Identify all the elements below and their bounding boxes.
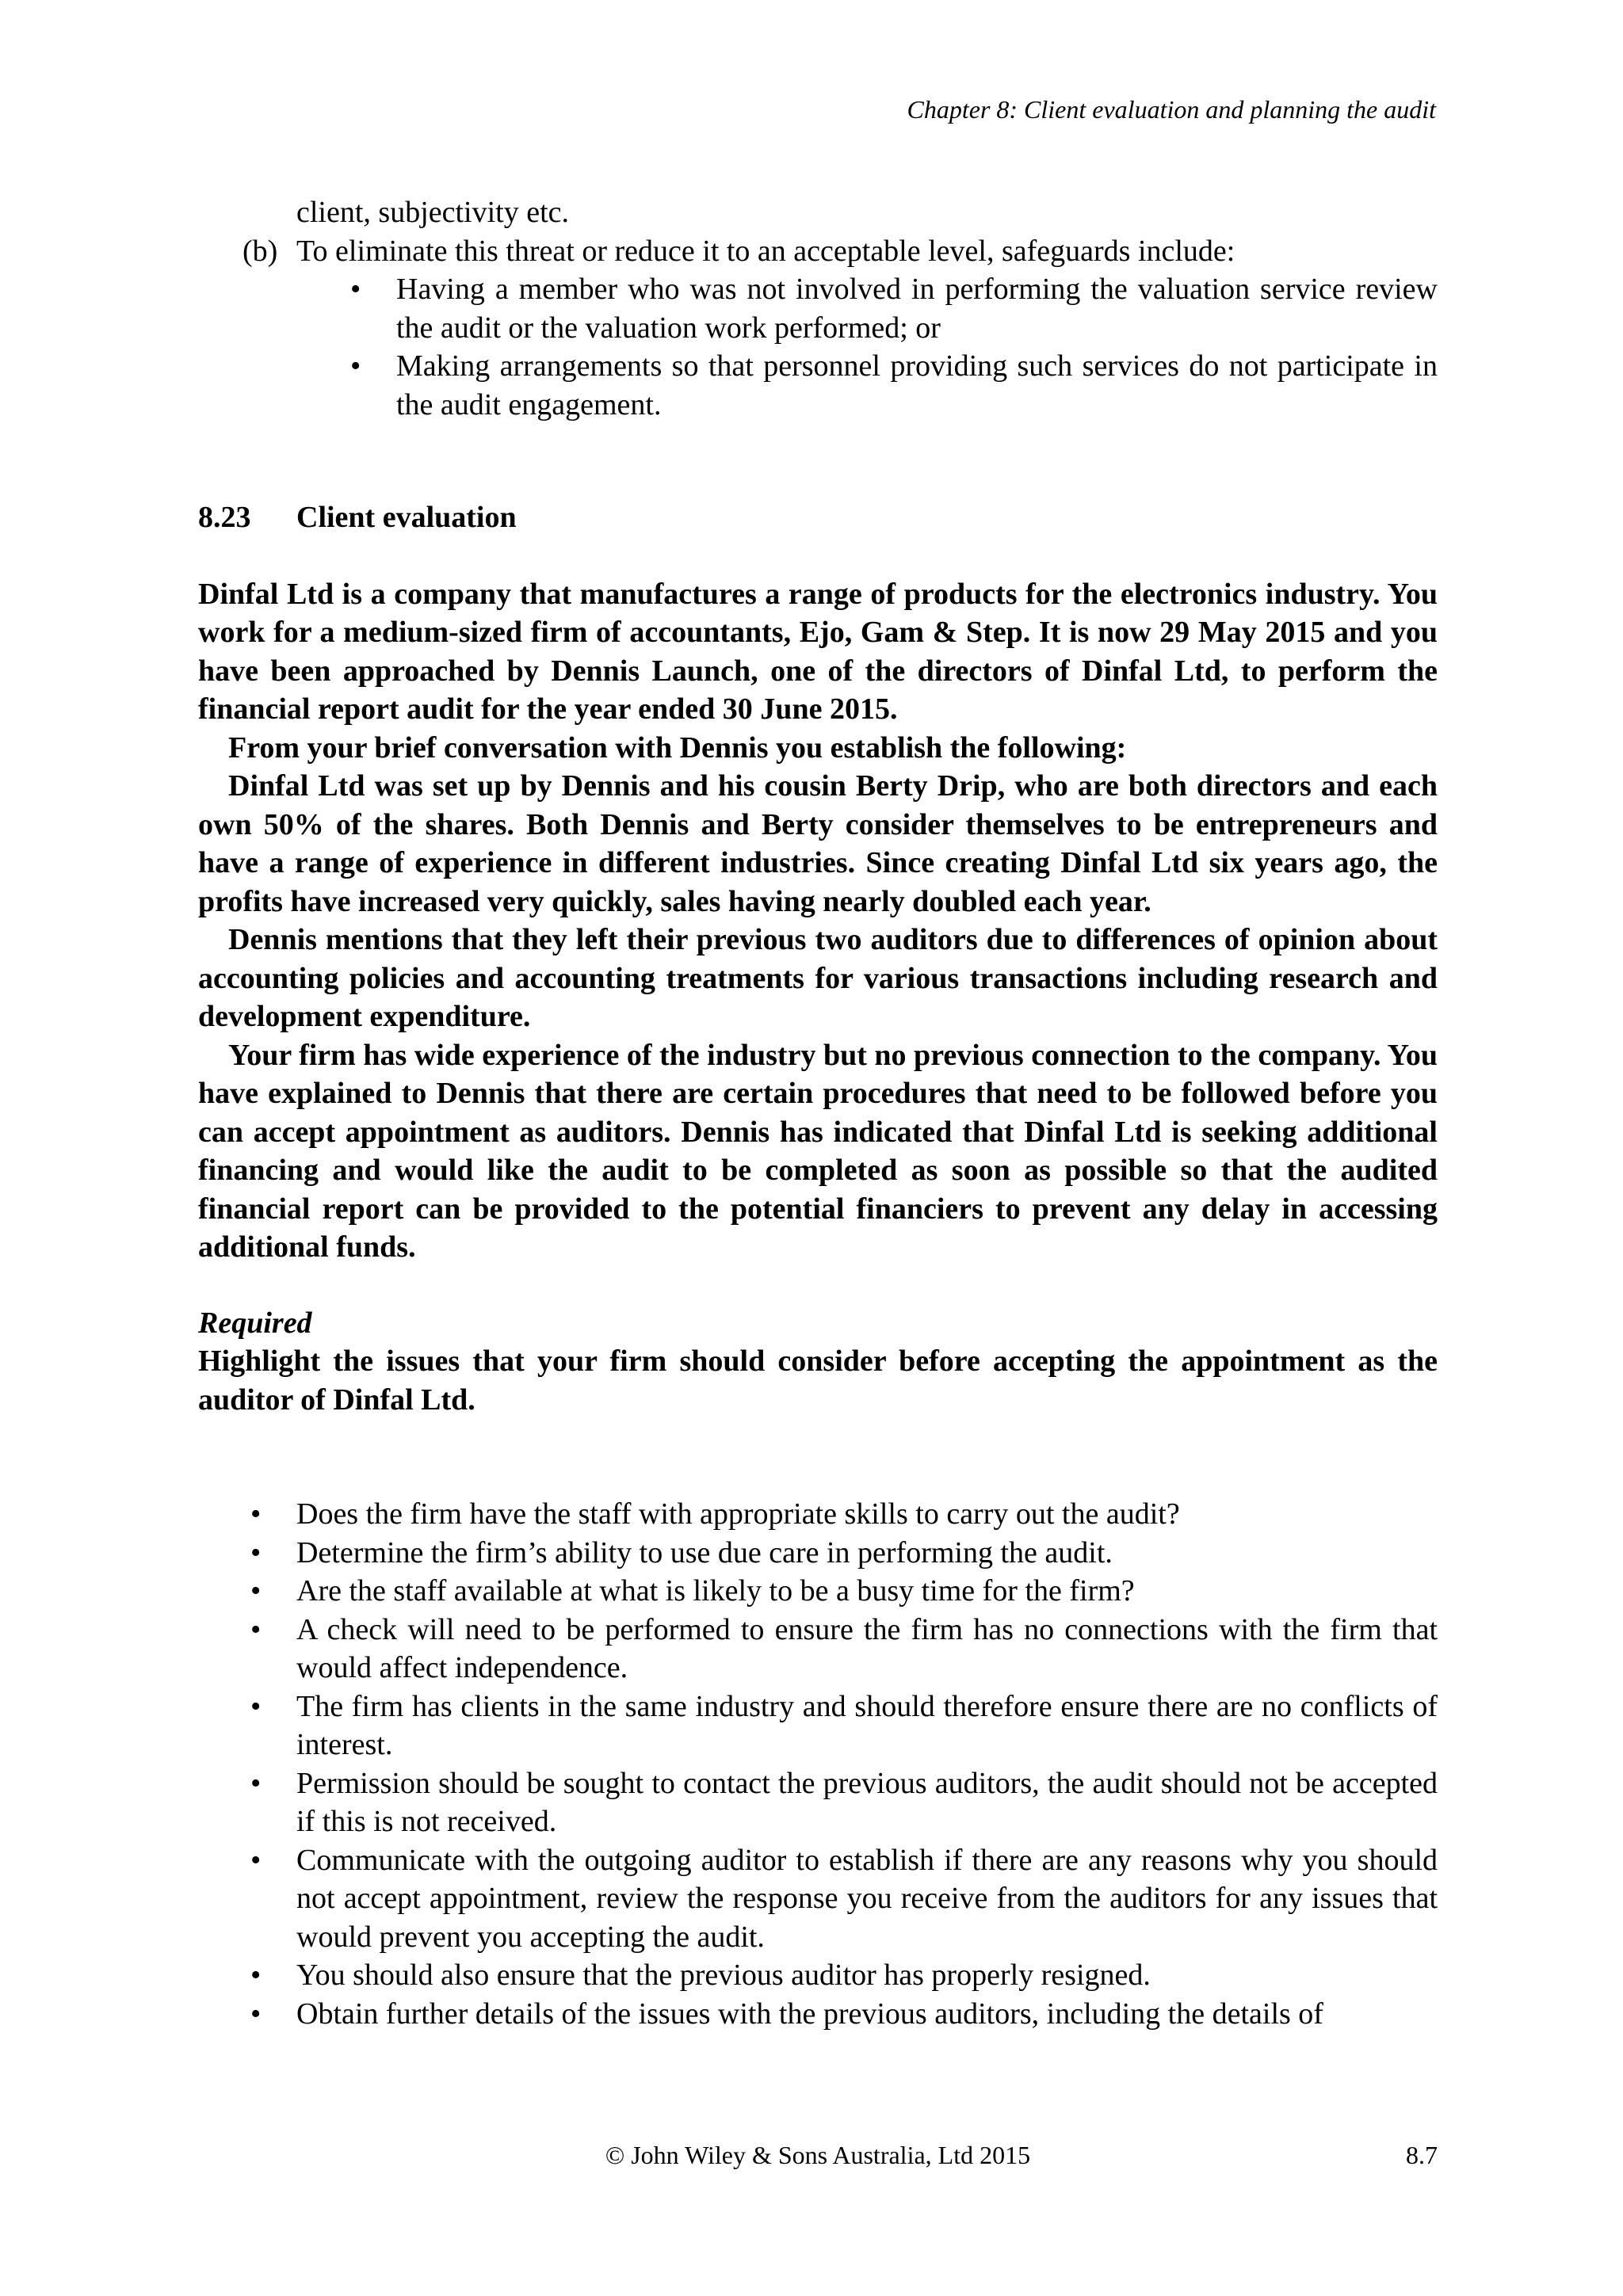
list-item: • Are the staff available at what is likely to be a busy time for the firm?	[296, 1572, 1438, 1611]
list-item: • Communicate with the outgoing auditor to establish if there are any reasons why you should not accept appointment, review the response you receive from the auditors for any issues that would prevent you accepting the audit.	[296, 1841, 1438, 1957]
section-title: Client evaluation	[296, 501, 517, 534]
scenario-block	[198, 575, 1438, 1267]
section-heading	[198, 498, 1438, 537]
copyright-text: © John Wiley & Sons Australia, Ltd 2015	[605, 2141, 1031, 2169]
list-item-b	[198, 232, 1438, 271]
scenario-paragraph: Dinfal Ltd was set up by Dennis and his cousin Berty Drip, who are both directors and each own 50% of the shares. Both Dennis and Berty consider themselves to be entrepreneurs and have a range of experience in different industries. Since creating Dinfal Ltd six years ago, the profits have increased very quickly, sales having nearly doubled each year.	[198, 769, 1438, 918]
running-header: Chapter 8: Client evaluation and planning the audit	[907, 95, 1436, 124]
answer-list	[198, 1495, 1438, 2033]
list-item: • Making arrangements so that personnel providing such services do not participate in the audit engagement.	[396, 347, 1438, 424]
list-item: • A check will need to be performed to ensure the firm has no connections with the firm that would affect independence.	[296, 1611, 1438, 1688]
list-item: • The firm has clients in the same industry and should therefore ensure there are no conflicts of interest.	[296, 1688, 1438, 1764]
scenario-paragraph: Dinfal Ltd is a company that manufactures a range of products for the electronics industry. You work for a medium-sized firm of accountants, Ejo, Gam & Step. It is now 29 May 2015 and you have been approached by Dennis Launch, one of the directors of Dinfal Ltd, to perform the financial report audit for the year ended 30 June 2015.	[198, 577, 1438, 726]
scenario-paragraph: Dennis mentions that they left their previous two auditors due to differences of opinion about accounting policies and accounting treatments for various transactions including research and development expenditure.	[198, 923, 1438, 1033]
list-item: • Obtain further details of the issues with the previous auditors, including the details of	[296, 1995, 1438, 2034]
list-item-b-label: (b)	[242, 234, 278, 268]
continuation-text: client, subjectivity etc.	[296, 196, 570, 229]
required-label: Required	[198, 1306, 312, 1340]
safeguards-list	[198, 270, 1438, 424]
list-item: • Having a member who was not involved in performing the valuation service review the audit or the valuation work performed; or	[396, 270, 1438, 347]
list-item-b-text: To eliminate this threat or reduce it to an acceptable level, safeguards include:	[296, 234, 1235, 268]
required-text: Highlight the issues that your firm should consider before accepting the appointment as the auditor of Dinfal Ltd.	[198, 1344, 1438, 1417]
page-number: 8.7	[1406, 2141, 1438, 2169]
scenario-paragraph: Your firm has wide experience of the industry but no previous connection to the company. You have explained to Dennis that there are certain procedures that need to be followed before you can accept appointment as auditors. Dennis has indicated that Dinfal Ltd is seeking additional financing and would like the audit to be completed as soon as possible so that the audited financial report can be provided to the potential financiers to prevent any delay in accessing additional funds.	[198, 1038, 1438, 1264]
page-content	[198, 193, 1438, 2033]
list-item: • Determine the firm’s ability to use due care in performing the audit.	[296, 1534, 1438, 1573]
list-item: • You should also ensure that the previous auditor has properly resigned.	[296, 1956, 1438, 1995]
scenario-paragraph: From your brief conversation with Dennis you establish the following:	[228, 730, 1127, 765]
section-number: 8.23	[198, 501, 251, 534]
list-item: • Does the firm have the staff with appropriate skills to carry out the audit?	[296, 1495, 1438, 1534]
list-item: • Permission should be sought to contact the previous auditors, the audit should not be accepted if this is not received.	[296, 1764, 1438, 1841]
